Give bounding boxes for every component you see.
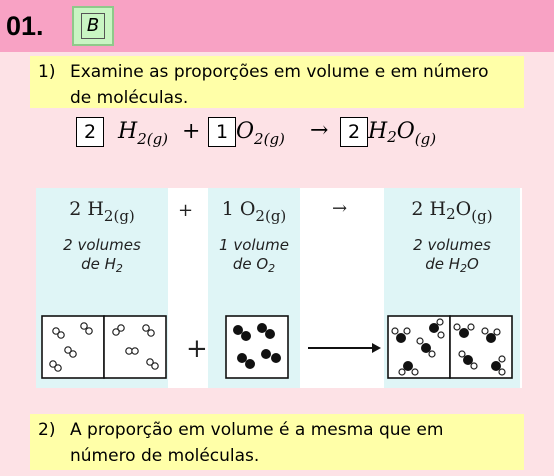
fig-formula-o2: 1 $O_{2(g)}$ xyxy=(221,198,287,225)
plus-sign: + xyxy=(182,119,201,144)
subscript-h2: 2(g) xyxy=(137,130,169,148)
question-number: 01. xyxy=(6,11,44,41)
formula-h2o: $H_2O_{(g)}$ xyxy=(368,119,437,148)
formula-o2 xyxy=(236,118,285,153)
item-1-text xyxy=(70,59,489,111)
item-1-line-2: de moléculas. xyxy=(70,88,189,108)
item-1-band xyxy=(30,56,524,108)
fig-label-h2: 2 volumes de $H_2$ xyxy=(63,236,141,275)
subscript-o2: 2(g) xyxy=(254,130,285,148)
subscript-h2o: (g) xyxy=(414,130,437,148)
symbol-h: H xyxy=(118,119,138,144)
answer-letter: B xyxy=(81,13,105,39)
reaction-arrow: → xyxy=(310,118,329,143)
fig-plus-bottom: + xyxy=(186,334,208,364)
coefficient-o2: 1 xyxy=(208,117,236,147)
item-2-line-1: A proporção em volume é a mesma que em xyxy=(70,420,444,440)
item-1-line-1: Examine as proporções em volume e em número xyxy=(70,62,489,82)
h2-container-1 xyxy=(42,316,104,378)
coefficient-h2o: 2 xyxy=(340,117,368,147)
item-2-line-2: número de moléculas. xyxy=(70,446,260,466)
symbol-o: O xyxy=(236,119,255,144)
answer-box xyxy=(72,6,114,46)
bottom-arrow xyxy=(308,343,381,353)
item-1-number: 1) xyxy=(38,62,56,82)
item-2-number: 2) xyxy=(38,420,56,440)
fig-formula-h2o: 2 $H_2O_{(g)}$ xyxy=(411,198,493,225)
fig-label-o2: 1 volume de $O_2$ xyxy=(219,236,289,275)
fig-label-h2o: 2 volumes de $H_2O$ xyxy=(413,236,491,275)
formula-h2 xyxy=(118,118,168,153)
coefficient-h2: 2 xyxy=(76,117,104,147)
volume-diagram xyxy=(36,188,522,388)
fig-formula-h2: 2 $H_{2(g)}$ xyxy=(69,198,135,225)
o2-container xyxy=(226,316,288,378)
item-2-text xyxy=(70,417,443,469)
item-2-band xyxy=(30,414,524,470)
fig-plus-top: + xyxy=(178,200,194,221)
molecule-containers xyxy=(36,188,522,388)
fig-arrow-top: → xyxy=(332,198,348,219)
